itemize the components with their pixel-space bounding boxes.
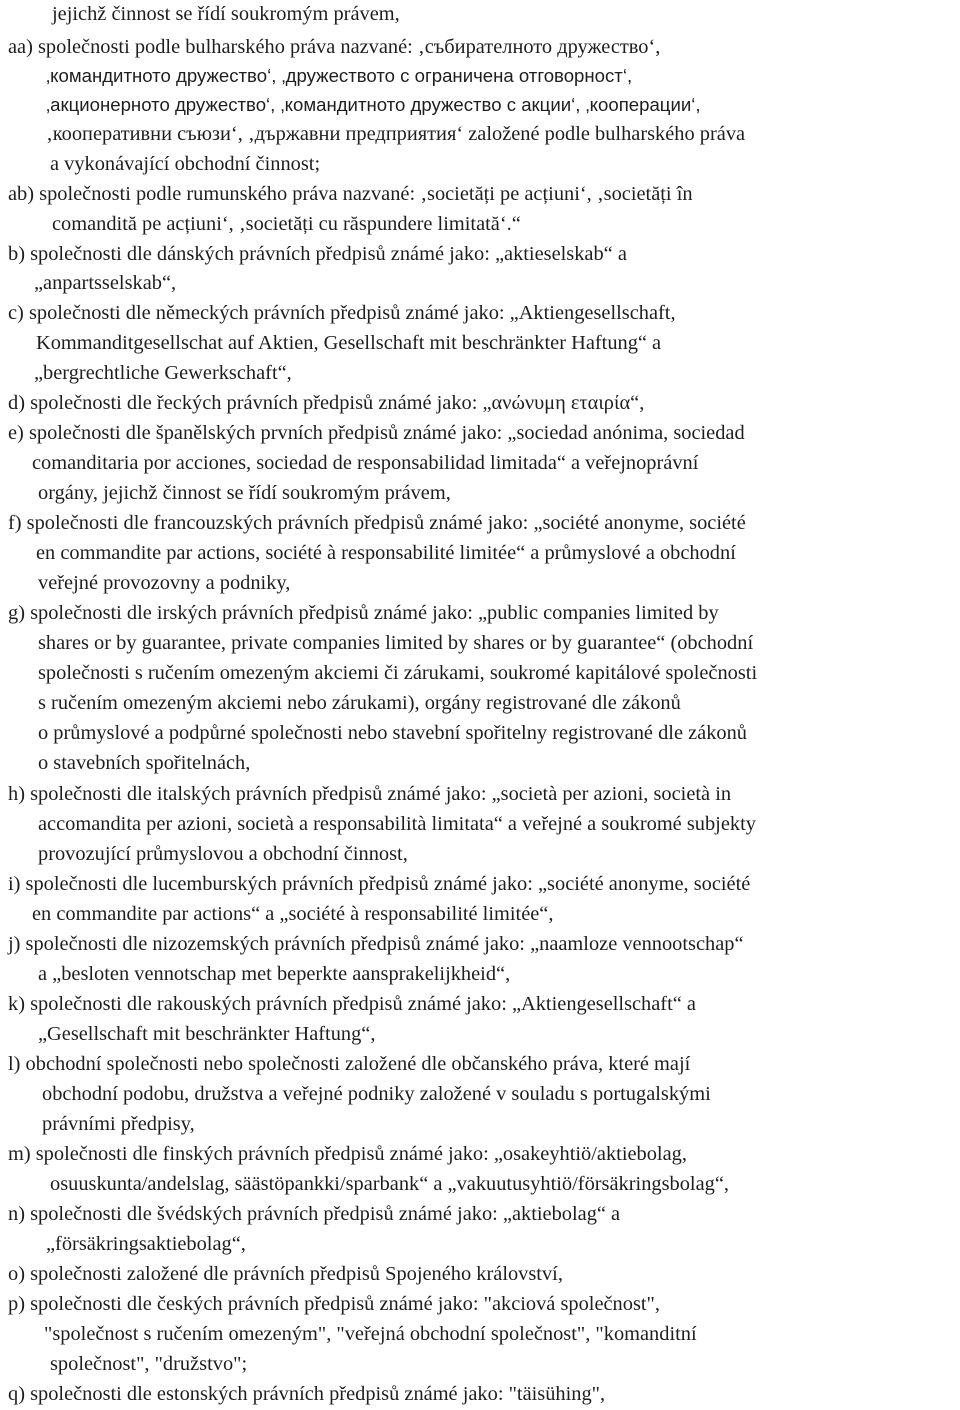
text-line: orgány, jejichž činnost se řídí soukromým právem, [38, 482, 451, 504]
text-line: jejichž činnost se řídí soukromým právem, [52, 3, 400, 25]
text-line: provozující průmyslovou a obchodní činnost, [38, 843, 408, 865]
text-line: j) společnosti dle nizozemských právních předpisů známé jako: „naamloze vennootschap“ [8, 933, 744, 955]
text-line: e) společnosti dle španělských prvních předpisů známé jako: „sociedad anónima, sociedad [8, 422, 745, 444]
text-line: „försäkringsaktiebolag“, [46, 1233, 246, 1255]
text-line: o) společnosti založené dle právních předpisů Spojeného království, [8, 1263, 563, 1285]
text-line: f) společnosti dle francouzských právních předpisů známé jako: „société anonyme, société [8, 512, 746, 534]
text-line: n) společnosti dle švédských právních předpisů známé jako: „aktiebolag“ a [8, 1203, 621, 1225]
text-line: a „besloten vennotschap met beperkte aansprakelijkheid“, [38, 963, 511, 985]
text-line: veřejné provozovny a podniky, [38, 572, 291, 594]
text-line: "společnost s ručením omezeným", "veřejná obchodní společnost", "komanditní [44, 1323, 697, 1345]
text-line: h) společnosti dle italských právních předpisů známé jako: „società per azioni, società in [8, 783, 732, 805]
text-line: b) společnosti dle dánských právních předpisů známé jako: „aktieselskab“ a [8, 243, 627, 265]
text-line: právními předpisy, [42, 1113, 195, 1135]
text-line: Kommanditgesellschat auf Aktien, Gesellschaft mit beschränkter Haftung“ a [36, 332, 662, 354]
text-line: společnost", "družstvo"; [50, 1353, 248, 1375]
text-line: obchodní podobu, družstva a veřejné podniky založené v souladu s portugalskými [42, 1083, 711, 1105]
text-line: comanditaria por acciones, sociedad de responsabilidad limitada“ a veřejnoprávní [32, 452, 699, 474]
text-line: k) společnosti dle rakouských právních předpisů známé jako: „Aktiengesellschaft“ a [8, 993, 696, 1015]
text-line: i) společnosti dle lucemburských právních předpisů známé jako: „société anonyme, société [8, 873, 751, 895]
text-line: ‚акционерното дружество‘, ‚командитното дружество с акции‘, ‚кооперации‘, [46, 94, 701, 115]
text-line: p) společnosti dle českých právních předpisů známé jako: "akciová společnost", [8, 1293, 660, 1315]
text-line: a vykonávající obchodní činnost; [50, 153, 321, 175]
text-line: ‚кооперативни съюзи‘, ‚държавни предприятия‘ založené podle bulharského práva [46, 123, 746, 145]
text-line: „Gesellschaft mit beschränkter Haftung“, [38, 1023, 376, 1045]
text-line: osuuskunta/andelslag, säästöpankki/sparbank“ a „vakuutusyhtiö/försäkringsbolag“, [50, 1173, 729, 1195]
text-line: ‚командитното дружество‘, ‚дружеството с ограничена отговорност‘, [46, 65, 633, 86]
text-line: en commandite par actions“ a „société à responsabilité limitée“, [32, 903, 554, 925]
text-line: c) společnosti dle německých právních předpisů známé jako: „Aktiengesellschaft, [8, 302, 676, 324]
text-line: q) společnosti dle estonských právních předpisů známé jako: "täisühing", [8, 1383, 606, 1405]
text-line: shares or by guarantee, private companies limited by shares or by guarantee“ (obchodní [38, 632, 754, 654]
text-line: o stavebních spořitelnách, [38, 752, 251, 774]
text-line: l) obchodní společnosti nebo společnosti založené dle občanského práva, které mají [8, 1053, 691, 1075]
text-line: „anpartsselskab“, [34, 272, 177, 294]
text-line: d) společnosti dle řeckých právních předpisů známé jako: „ανώνυμη εταιρία“, [8, 392, 645, 414]
text-line: accomandita per azioni, società a responsabilità limitata“ a veřejné a soukromé subjekty [38, 813, 756, 835]
text-line: comandită pe acțiuni‘, ‚societăți cu răspundere limitată‘.“ [52, 213, 521, 235]
text-line: ab) společnosti podle rumunského práva nazvané: ‚societăți pe acțiuni‘, ‚societăți în [8, 183, 693, 205]
text-line: m) společnosti dle finských právních předpisů známé jako: „osakeyhtiö/aktiebolag, [8, 1143, 687, 1165]
text-line: aa) společnosti podle bulharského práva nazvané: ‚събирателното дружество‘, [8, 36, 661, 58]
text-line: o průmyslové a podpůrné společnosti nebo stavební spořitelny registrované dle zákonů [38, 722, 747, 744]
text-line: společnosti s ručením omezeným akciemi či zárukami, soukromé kapitálové společnosti [38, 662, 758, 684]
text-line: en commandite par actions, société à responsabilité limitée“ a průmyslové a obchodní [36, 542, 736, 564]
text-line: g) společnosti dle irských právních předpisů známé jako: „public companies limited by [8, 602, 719, 624]
text-line: s ručením omezeným akciemi nebo zárukami), orgány registrované dle zákonů [38, 692, 681, 714]
text-line: „bergrechtliche Gewerkschaft“, [34, 362, 292, 384]
